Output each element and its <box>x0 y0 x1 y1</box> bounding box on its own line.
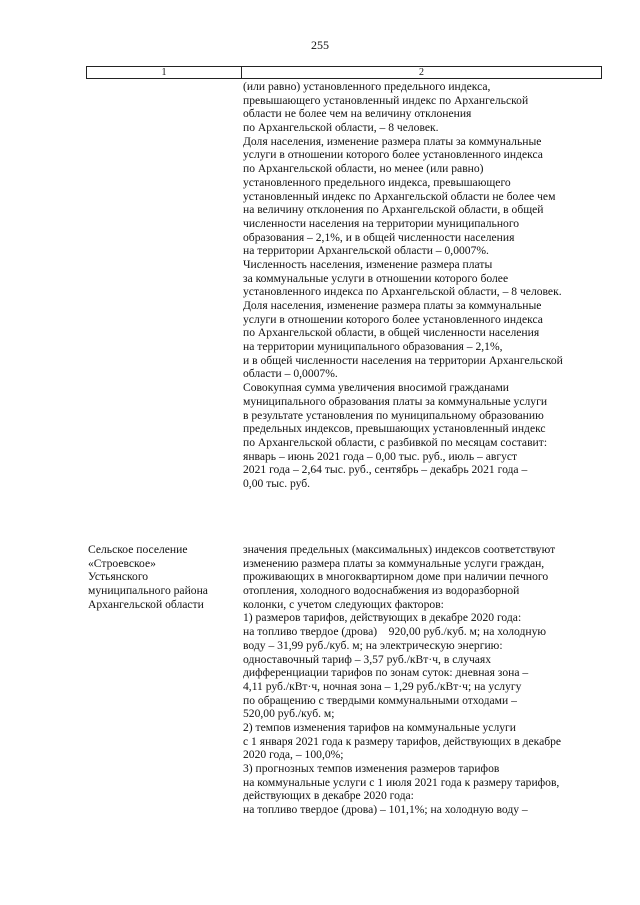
column-header-2: 2 <box>242 67 602 79</box>
text-line: 2) темпов изменения тарифов на коммунальные услуги <box>243 720 516 734</box>
text-line: предельных индексов, превышающих установленный индекс <box>243 422 546 436</box>
text-line: образования – 2,1%, и в общей численности населения <box>243 230 515 244</box>
text-line: значения предельных (максимальных) индексов соответствуют <box>243 543 556 556</box>
text-line: по Архангельской области, в общей численности населения <box>243 326 540 340</box>
page-number: 255 <box>311 38 329 52</box>
text-line: установленного предельного индекса, превышающего <box>243 175 511 189</box>
text-line: январь – июнь 2021 года – 0,00 тыс. руб., июль – август <box>243 449 518 463</box>
text-line: муниципального образования платы за коммунальные услуги <box>243 394 548 408</box>
text-line: на коммунальные услуги с 1 июля 2021 года к размеру тарифов, <box>243 775 560 789</box>
text-line: по Архангельской области, с разбивкой по месяцам составит: <box>243 435 548 449</box>
text-line: на топливо твердое (дрова) 920,00 руб./куб. м; на холодную <box>243 625 547 639</box>
text-line: численности населения на территории муниципального <box>243 216 520 230</box>
text-line: Численность населения, изменение размера платы <box>243 257 493 271</box>
index-description-block <box>243 543 601 817</box>
text-line: области – 0,0007%. <box>243 367 338 381</box>
text-line: Доля населения, изменение размера платы за коммунальные <box>243 299 542 312</box>
text-line: изменению размера платы за коммунальные услуги граждан, <box>243 556 545 570</box>
text-line: на территории муниципального образования – 2,1%, <box>243 340 503 354</box>
text-line: колонки, с учетом следующих факторов: <box>243 597 444 611</box>
text-line: за коммунальные услуги в отношении которого более <box>243 271 509 285</box>
text-line: (или равно) установленного предельного индекса, <box>243 80 491 93</box>
indicator-text-block <box>243 80 599 491</box>
text-line: превышающего установленный индекс по Архангельской <box>243 93 529 107</box>
text-line: услуги в отношении которого более установленного индекса <box>243 312 543 326</box>
text-line: отопления, холодного водоснабжения из водоразборной <box>243 584 520 598</box>
text-line: 520,00 руб./куб. м; <box>243 707 335 721</box>
text-line: на топливо твердое (дрова) – 101,1%; на холодную воду – <box>243 803 528 817</box>
text-line: Сельское поселение <box>88 543 188 556</box>
text-line: и в общей численности населения на территории Архангельской <box>243 353 563 367</box>
column-header-1: 1 <box>87 67 242 79</box>
text-line: 2020 года, – 100,0%; <box>243 748 344 762</box>
text-line: дифференциации тарифов по зонам суток: дневная зона – <box>243 666 529 680</box>
text-line: проживающих в многоквартирном доме при наличии печного <box>243 570 549 584</box>
municipality-name <box>88 543 238 611</box>
text-line: на величину отклонения по Архангельской области, в общей <box>243 203 544 217</box>
text-line: одноставочный тариф – 3,57 руб./кВт·ч, в случаях <box>243 652 492 666</box>
text-line: 4,11 руб./кВт·ч, ночная зона – 1,29 руб./кВт·ч; на услугу <box>243 679 522 693</box>
column-header-table <box>86 66 602 79</box>
text-line: Совокупная сумма увеличения вносимой гражданами <box>243 381 509 395</box>
text-line: Доля населения, изменение размера платы за коммунальные <box>243 134 542 148</box>
text-line: Устьянского <box>88 570 149 584</box>
text-line: 0,00 тыс. руб. <box>243 476 311 490</box>
text-line: действующих в декабре 2020 года: <box>243 789 414 803</box>
text-line: в результате установления по муниципальному образованию <box>243 408 544 422</box>
text-line: 1) размеров тарифов, действующих в декабре 2020 года: <box>243 611 522 625</box>
text-line: на территории Архангельской области – 0,0007%. <box>243 244 489 258</box>
text-line: по Архангельской области, но менее (или равно) <box>243 162 484 176</box>
text-line: установленного индекса по Архангельской области, – 8 человек. <box>243 285 562 299</box>
text-line: с 1 января 2021 года к размеру тарифов, действующих в декабре <box>243 734 562 748</box>
text-line: Архангельской области <box>88 597 204 611</box>
text-line: «Строевское» <box>88 556 156 570</box>
text-line: по обращению с твердыми коммунальными отходами – <box>243 693 517 707</box>
text-line: воду – 31,99 руб./куб. м; на электрическую энергию: <box>243 638 503 652</box>
text-line: по Архангельской области, – 8 человек. <box>243 121 439 135</box>
text-line: установленный индекс по Архангельской области не более чем <box>243 189 556 203</box>
text-line: 2021 года – 2,64 тыс. руб., сентябрь – декабрь 2021 года – <box>243 463 528 477</box>
text-line: муниципального района <box>88 584 208 598</box>
text-line: услуги в отношении которого более установленного индекса <box>243 148 543 162</box>
text-line: области не более чем на величину отклонения <box>243 107 472 121</box>
text-line: 3) прогнозных темпов изменения размеров тарифов <box>243 762 500 775</box>
